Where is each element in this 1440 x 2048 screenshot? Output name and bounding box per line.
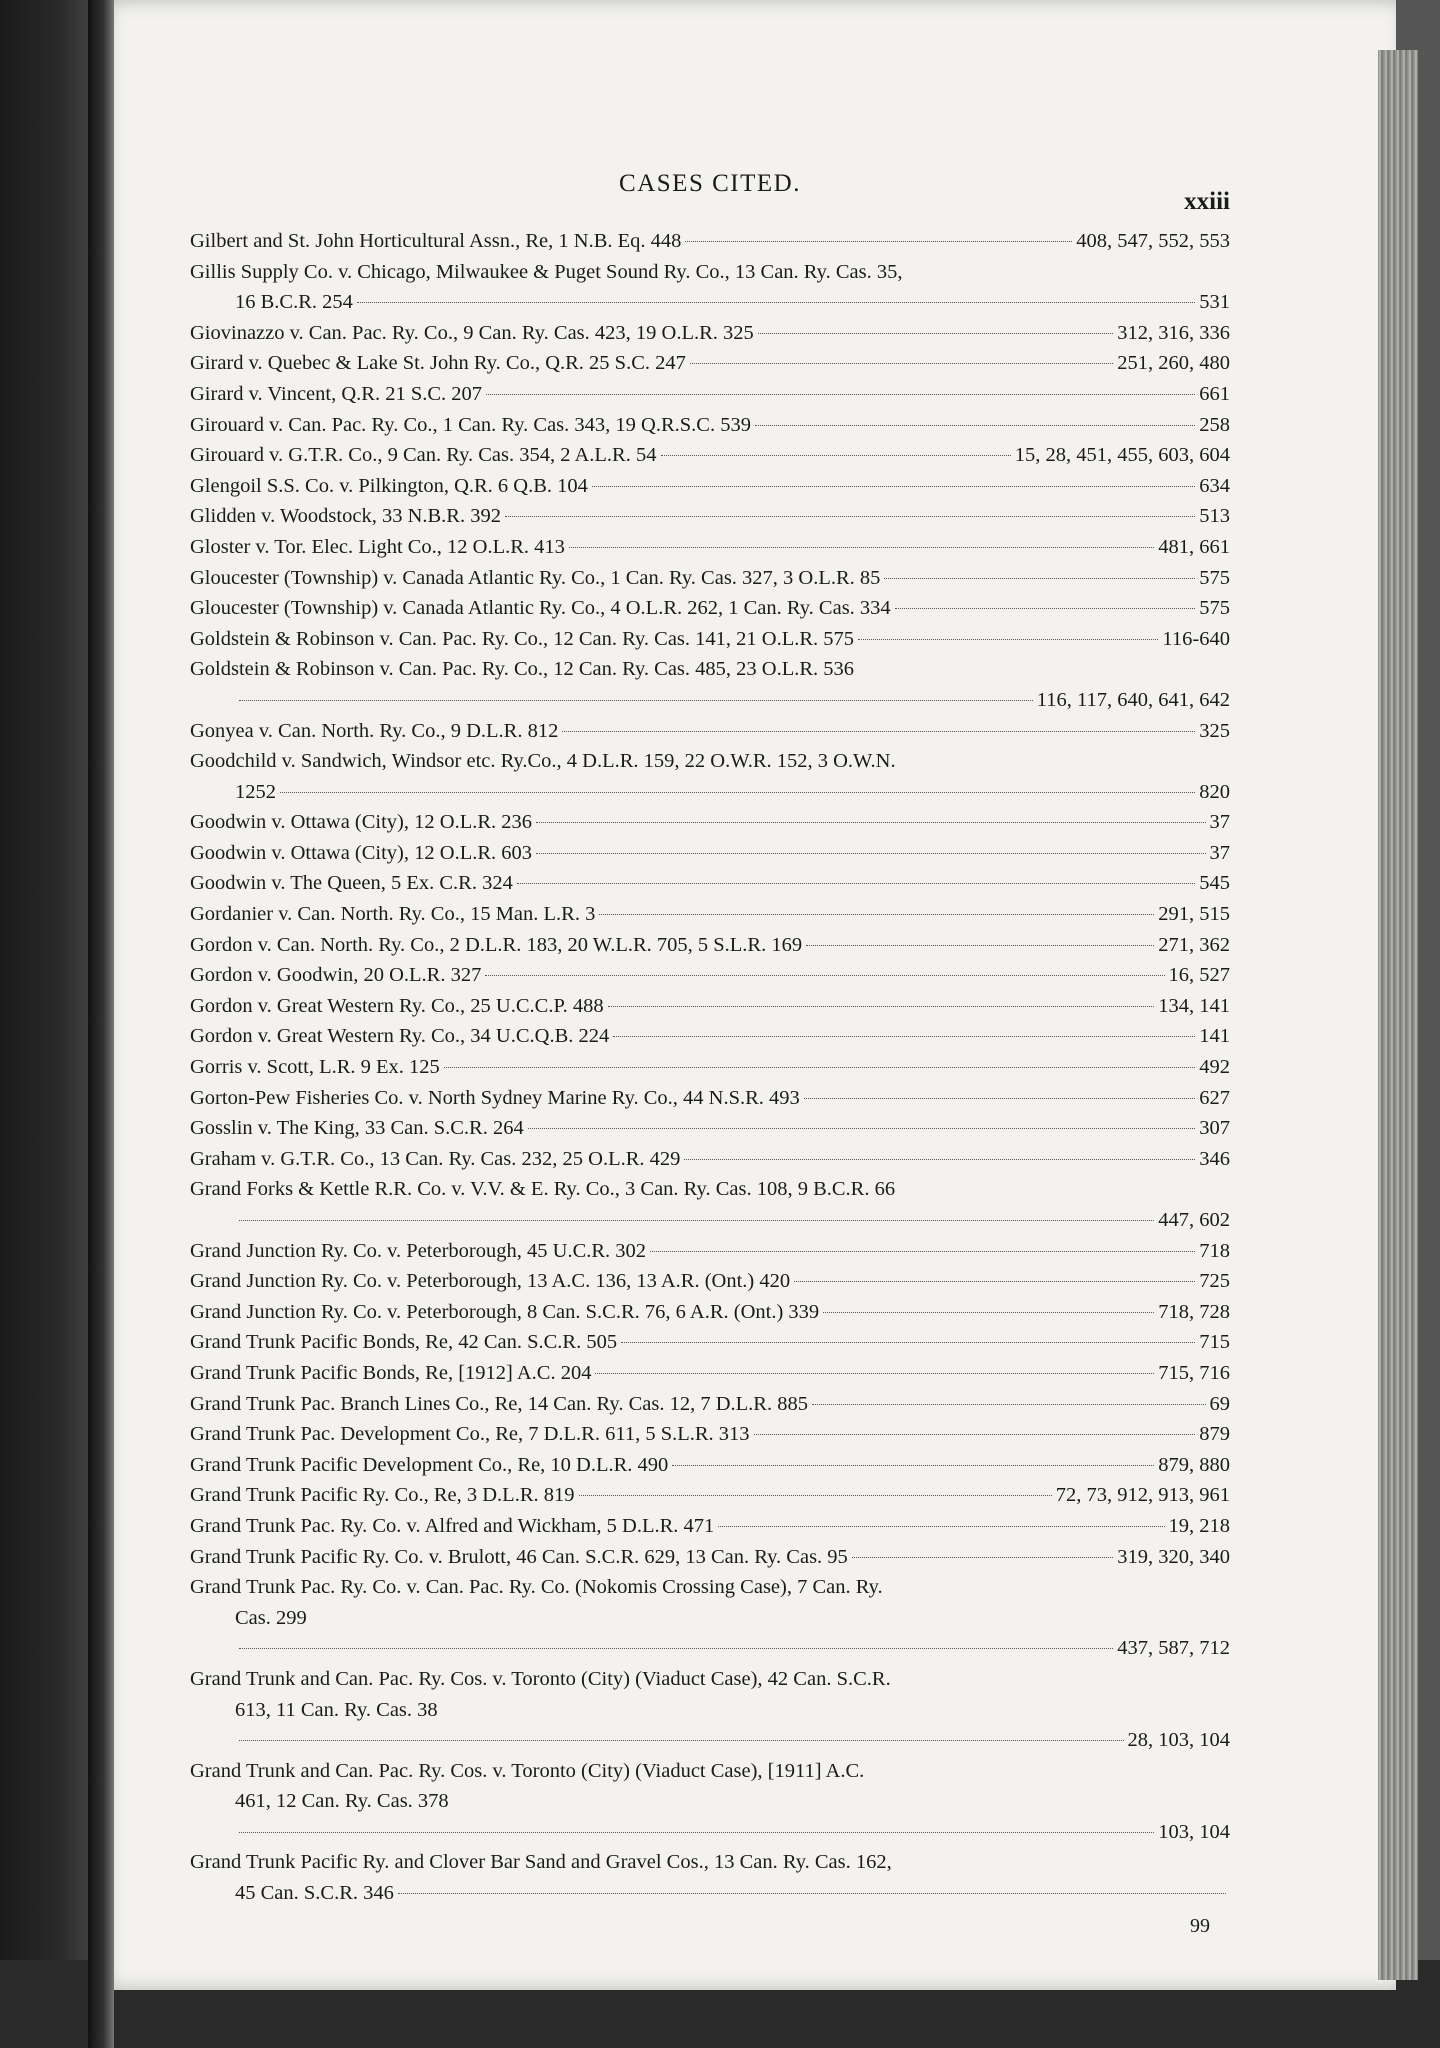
case-entry-line bbox=[190, 471, 1230, 502]
page-references: 16, 527 bbox=[1168, 964, 1230, 987]
dot-leader bbox=[579, 1495, 1052, 1496]
case-citation: Gillis Supply Co. v. Chicago, Milwaukee & Puget Sound Ry. Co., 13 Can. Ry. Cas. 35, bbox=[190, 260, 903, 283]
dot-leader bbox=[239, 700, 1033, 701]
page-references: 545 bbox=[1199, 872, 1230, 895]
page-references: 627 bbox=[1199, 1086, 1230, 1109]
case-entry bbox=[190, 1480, 1230, 1511]
case-entry bbox=[190, 1144, 1230, 1175]
case-citation: Goodwin v. Ottawa (City), 12 O.L.R. 236 bbox=[190, 811, 533, 834]
page-references: 72, 73, 912, 913, 961 bbox=[1055, 1484, 1230, 1507]
signature-mark: 99 bbox=[1190, 1914, 1210, 1937]
page-references: 291, 515 bbox=[1158, 903, 1230, 926]
case-entry bbox=[190, 379, 1230, 410]
case-citation: Gordon v. Great Western Ry. Co., 25 U.C.C.P. 488 bbox=[190, 994, 604, 1017]
case-citation: Girard v. Quebec & Lake St. John Ry. Co., Q.R. 25 S.C. 247 bbox=[190, 352, 686, 375]
case-entry bbox=[190, 624, 1230, 655]
page-title: CASES CITED. bbox=[619, 170, 801, 197]
page-references: 103, 104 bbox=[1158, 1820, 1230, 1843]
case-list bbox=[190, 226, 1230, 1909]
case-entry bbox=[190, 440, 1230, 471]
case-citation: Grand Junction Ry. Co. v. Peterborough, 13 A.C. 136, 13 A.R. (Ont.) 420 bbox=[190, 1270, 791, 1293]
book-gutter bbox=[88, 0, 114, 2048]
dot-leader bbox=[599, 914, 1154, 915]
page-references: 258 bbox=[1199, 413, 1230, 436]
case-entry bbox=[190, 1358, 1230, 1389]
case-citation: Goldstein & Robinson v. Can. Pac. Ry. Co., 12 Can. Ry. Cas. 141, 21 O.L.R. 575 bbox=[190, 627, 855, 650]
case-entry bbox=[190, 318, 1230, 349]
case-entry bbox=[190, 1236, 1230, 1267]
page-references: 481, 661 bbox=[1158, 535, 1230, 558]
page-references: 531 bbox=[1199, 291, 1230, 314]
case-entry-line bbox=[190, 716, 1230, 747]
case-entry bbox=[190, 868, 1230, 899]
dot-leader bbox=[592, 486, 1195, 487]
case-citation: Goodwin v. The Queen, 5 Ex. C.R. 324 bbox=[190, 872, 513, 895]
dot-leader bbox=[812, 1404, 1206, 1405]
case-entry-line bbox=[190, 1603, 1230, 1634]
case-citation: Gorton-Pew Fisheries Co. v. North Sydney Marine Ry. Co., 44 N.S.R. 493 bbox=[190, 1086, 800, 1109]
case-entry-line bbox=[190, 1358, 1230, 1389]
case-citation: Grand Trunk and Can. Pac. Ry. Cos. v. Toronto (City) (Viaduct Case), [1911] A.C. bbox=[190, 1759, 865, 1782]
dot-leader bbox=[239, 1740, 1124, 1741]
case-entry-line bbox=[190, 410, 1230, 441]
page-references: 141 bbox=[1199, 1025, 1230, 1048]
page-references: 28, 103, 104 bbox=[1127, 1729, 1230, 1752]
page-references: 661 bbox=[1199, 382, 1230, 405]
case-entry-line bbox=[190, 1480, 1230, 1511]
case-entry bbox=[190, 716, 1230, 747]
page-references: 820 bbox=[1199, 780, 1230, 803]
case-citation: Gloucester (Township) v. Canada Atlantic Ry. Co., 4 O.L.R. 262, 1 Can. Ry. Cas. 334 bbox=[190, 597, 891, 620]
dot-leader bbox=[357, 302, 1195, 303]
case-entry-line bbox=[190, 1542, 1230, 1573]
case-entry bbox=[190, 991, 1230, 1022]
page-references: 575 bbox=[1199, 597, 1230, 620]
dot-leader bbox=[239, 1648, 1113, 1649]
case-entry bbox=[190, 838, 1230, 869]
page-references: 715, 716 bbox=[1158, 1361, 1230, 1384]
case-entry-line bbox=[190, 1113, 1230, 1144]
page-references: 134, 141 bbox=[1158, 994, 1230, 1017]
dot-leader bbox=[858, 639, 1158, 640]
case-entry bbox=[190, 257, 1230, 318]
case-entry-line bbox=[190, 440, 1230, 471]
case-citation: Grand Trunk Pacific Bonds, Re, 42 Can. S.C.R. 505 bbox=[190, 1331, 618, 1354]
case-citation: Goldstein & Robinson v. Can. Pac. Ry. Co., 12 Can. Ry. Cas. 485, 23 O.L.R. 536 bbox=[190, 658, 855, 681]
dot-leader bbox=[486, 394, 1195, 395]
dot-leader bbox=[661, 455, 1011, 456]
case-entry-line bbox=[190, 777, 1230, 808]
case-entry-line bbox=[190, 1572, 1230, 1603]
dot-leader bbox=[562, 731, 1195, 732]
case-entry-line bbox=[190, 1052, 1230, 1083]
case-entry-line bbox=[190, 1266, 1230, 1297]
case-citation: Grand Trunk Pac. Ry. Co. v. Alfred and Wickham, 5 D.L.R. 471 bbox=[190, 1514, 715, 1537]
dot-leader bbox=[517, 883, 1195, 884]
case-entry bbox=[190, 471, 1230, 502]
case-entry-line bbox=[190, 1450, 1230, 1481]
case-entry bbox=[190, 1266, 1230, 1297]
case-citation: Grand Junction Ry. Co. v. Peterborough, 8 Can. S.C.R. 76, 6 A.R. (Ont.) 339 bbox=[190, 1300, 820, 1323]
case-citation: Grand Trunk Pac. Ry. Co. v. Can. Pac. Ry. Co. (Nokomis Crossing Case), 7 Can. Ry. bbox=[190, 1576, 883, 1599]
page-references: 725 bbox=[1199, 1270, 1230, 1293]
case-entry-line bbox=[190, 1236, 1230, 1267]
case-entry-line bbox=[190, 532, 1230, 563]
page-references: 312, 316, 336 bbox=[1117, 321, 1230, 344]
page-references: 251, 260, 480 bbox=[1117, 352, 1230, 375]
case-citation: Gilbert and St. John Horticultural Assn., Re, 1 N.B. Eq. 448 bbox=[190, 230, 682, 252]
dot-leader bbox=[672, 1465, 1154, 1466]
case-entry-line bbox=[190, 257, 1230, 288]
case-citation: Gordanier v. Can. North. Ry. Co., 15 Man. L.R. 3 bbox=[190, 903, 596, 926]
dot-leader bbox=[569, 547, 1154, 548]
case-citation: 613, 11 Can. Ry. Cas. 38 bbox=[235, 1698, 438, 1721]
dot-leader bbox=[684, 1159, 1195, 1160]
case-entry-line bbox=[190, 501, 1230, 532]
case-citation: Girard v. Vincent, Q.R. 21 S.C. 207 bbox=[190, 382, 483, 405]
case-citation: Goodchild v. Sandwich, Windsor etc. Ry.Co., 4 D.L.R. 159, 22 O.W.R. 152, 3 O.W.N. bbox=[190, 750, 896, 773]
case-entry bbox=[190, 1542, 1230, 1573]
case-entry-line bbox=[190, 1297, 1230, 1328]
case-citation: Glidden v. Woodstock, 33 N.B.R. 392 bbox=[190, 505, 501, 528]
case-citation: Gloucester (Township) v. Canada Atlantic Ry. Co., 1 Can. Ry. Cas. 327, 3 O.L.R. 85 bbox=[190, 566, 881, 589]
case-entry bbox=[190, 593, 1230, 624]
page-content bbox=[190, 170, 1230, 1938]
case-entry-line bbox=[190, 930, 1230, 961]
case-entry-line bbox=[190, 1174, 1230, 1205]
case-entry-line bbox=[190, 1389, 1230, 1420]
case-entry-line bbox=[190, 654, 1230, 685]
dot-leader bbox=[536, 853, 1205, 854]
case-entry bbox=[190, 1083, 1230, 1114]
case-entry bbox=[190, 410, 1230, 441]
dot-leader bbox=[595, 1373, 1154, 1374]
case-citation: Cas. 299 bbox=[235, 1606, 307, 1629]
case-entry bbox=[190, 1664, 1230, 1756]
case-entry-line bbox=[190, 563, 1230, 594]
dot-leader bbox=[804, 1098, 1195, 1099]
case-entry bbox=[190, 1450, 1230, 1481]
page-references: 271, 362 bbox=[1158, 933, 1230, 956]
case-citation: Gosslin v. The King, 33 Can. S.C.R. 264 bbox=[190, 1117, 524, 1140]
page-references: 37 bbox=[1209, 811, 1230, 834]
dot-leader bbox=[794, 1281, 1195, 1282]
case-entry-line bbox=[190, 1664, 1230, 1695]
case-citation: Grand Junction Ry. Co. v. Peterborough, 45 U.C.R. 302 bbox=[190, 1239, 647, 1262]
dot-leader bbox=[239, 1220, 1154, 1221]
case-entry-line bbox=[190, 685, 1230, 716]
dot-leader bbox=[444, 1067, 1195, 1068]
case-citation: Grand Trunk Pac. Branch Lines Co., Re, 14 Can. Ry. Cas. 12, 7 D.L.R. 885 bbox=[190, 1392, 808, 1415]
case-entry bbox=[190, 348, 1230, 379]
case-entry-line bbox=[190, 868, 1230, 899]
case-entry-line bbox=[190, 1419, 1230, 1450]
dot-leader bbox=[536, 822, 1205, 823]
case-citation: Gorris v. Scott, L.R. 9 Ex. 125 bbox=[190, 1056, 440, 1079]
case-citation: 45 Can. S.C.R. 346 bbox=[235, 1882, 394, 1905]
case-citation: Grand Trunk Pacific Ry. and Clover Bar Sand and Gravel Cos., 13 Can. Ry. Cas. 162, bbox=[190, 1851, 892, 1874]
dot-leader bbox=[485, 975, 1164, 976]
dot-leader bbox=[280, 792, 1195, 793]
dot-leader bbox=[755, 425, 1195, 426]
case-citation: Grand Trunk and Can. Pac. Ry. Cos. v. Toronto (City) (Viaduct Case), 42 Can. S.C.R. bbox=[190, 1667, 891, 1690]
running-head bbox=[190, 170, 1230, 226]
case-entry-line bbox=[190, 1083, 1230, 1114]
case-entry bbox=[190, 1327, 1230, 1358]
case-citation: Gordon v. Goodwin, 20 O.L.R. 327 bbox=[190, 964, 482, 987]
case-entry-line bbox=[190, 807, 1230, 838]
case-entry-line bbox=[190, 960, 1230, 991]
case-entry-line bbox=[190, 1021, 1230, 1052]
page-references: 319, 320, 340 bbox=[1117, 1545, 1230, 1568]
page-edges bbox=[1378, 50, 1418, 1980]
dot-leader bbox=[823, 1312, 1154, 1313]
case-entry-line bbox=[190, 1511, 1230, 1542]
page-references: 69 bbox=[1209, 1392, 1230, 1415]
case-entry-line bbox=[190, 624, 1230, 655]
dot-leader bbox=[398, 1893, 1226, 1894]
case-entry bbox=[190, 1419, 1230, 1450]
dot-leader bbox=[505, 516, 1195, 517]
case-entry bbox=[190, 1756, 1230, 1848]
page-references: 437, 587, 712 bbox=[1117, 1637, 1230, 1660]
case-citation: Gordon v. Can. North. Ry. Co., 2 D.L.R. 183, 20 W.L.R. 705, 5 S.L.R. 169 bbox=[190, 933, 803, 956]
case-entry-line bbox=[190, 287, 1230, 318]
case-entry bbox=[190, 960, 1230, 991]
case-entry bbox=[190, 746, 1230, 807]
case-entry-line bbox=[190, 1144, 1230, 1175]
case-citation: Girouard v. Can. Pac. Ry. Co., 1 Can. Ry. Cas. 343, 19 Q.R.S.C. 539 bbox=[190, 413, 751, 436]
case-entry-line bbox=[190, 318, 1230, 349]
case-entry bbox=[190, 1847, 1230, 1908]
dot-leader bbox=[690, 363, 1113, 364]
dot-leader bbox=[718, 1526, 1164, 1527]
case-citation: Gonyea v. Can. North. Ry. Co., 9 D.L.R. 812 bbox=[190, 719, 559, 742]
case-entry-line bbox=[190, 1817, 1230, 1848]
case-entry bbox=[190, 563, 1230, 594]
case-entry-line bbox=[190, 1205, 1230, 1236]
page-references: 116-640 bbox=[1162, 627, 1230, 650]
case-entry-line bbox=[190, 1878, 1230, 1909]
case-entry-line bbox=[190, 1756, 1230, 1787]
case-entry bbox=[190, 1389, 1230, 1420]
case-citation: Grand Trunk Pacific Bonds, Re, [1912] A.C. 204 bbox=[190, 1361, 592, 1384]
case-entry-line bbox=[190, 838, 1230, 869]
dot-leader bbox=[895, 608, 1196, 609]
page-references: 408, 547, 552, 553 bbox=[1076, 230, 1230, 252]
case-entry-line bbox=[190, 1847, 1230, 1878]
case-entry-line bbox=[190, 746, 1230, 777]
case-entry-line bbox=[190, 899, 1230, 930]
dot-leader bbox=[621, 1342, 1195, 1343]
page-references: 634 bbox=[1199, 474, 1230, 497]
page-references: 575 bbox=[1199, 566, 1230, 589]
case-citation: Grand Trunk Pac. Development Co., Re, 7 D.L.R. 611, 5 S.L.R. 313 bbox=[190, 1423, 750, 1446]
page-references: 718 bbox=[1199, 1239, 1230, 1262]
case-citation: Girouard v. G.T.R. Co., 9 Can. Ry. Cas. 354, 2 A.L.R. 54 bbox=[190, 444, 657, 467]
case-entry-line bbox=[190, 1725, 1230, 1756]
page-references: 492 bbox=[1199, 1056, 1230, 1079]
case-citation: Grand Forks & Kettle R.R. Co. v. V.V. & E. Ry. Co., 3 Can. Ry. Cas. 108, 9 B.C.R. 66 bbox=[190, 1178, 896, 1201]
case-citation: Grand Trunk Pacific Development Co., Re, 10 D.L.R. 490 bbox=[190, 1453, 669, 1476]
case-entry-line bbox=[190, 1327, 1230, 1358]
case-citation: 16 B.C.R. 254 bbox=[235, 291, 353, 314]
case-entry bbox=[190, 1297, 1230, 1328]
case-entry bbox=[190, 654, 1230, 715]
dot-leader bbox=[758, 333, 1113, 334]
dot-leader bbox=[650, 1251, 1195, 1252]
page-references: 715 bbox=[1199, 1331, 1230, 1354]
case-citation: Goodwin v. Ottawa (City), 12 O.L.R. 603 bbox=[190, 841, 533, 864]
dot-leader bbox=[806, 945, 1154, 946]
case-citation: Grand Trunk Pacific Ry. Co. v. Brulott, 46 Can. S.C.R. 629, 13 Can. Ry. Cas. 95 bbox=[190, 1545, 848, 1568]
page-references: 879, 880 bbox=[1158, 1453, 1230, 1476]
case-entry bbox=[190, 1511, 1230, 1542]
case-entry bbox=[190, 532, 1230, 563]
page-references: 447, 602 bbox=[1158, 1209, 1230, 1231]
case-citation: 1252 bbox=[235, 780, 276, 803]
case-entry-line bbox=[190, 1695, 1230, 1726]
case-citation: 461, 12 Can. Ry. Cas. 378 bbox=[235, 1790, 449, 1813]
case-entry bbox=[190, 899, 1230, 930]
case-entry-line bbox=[190, 1633, 1230, 1664]
case-entry-line bbox=[190, 593, 1230, 624]
dot-leader bbox=[613, 1036, 1195, 1037]
case-entry bbox=[190, 807, 1230, 838]
case-citation: Gloster v. Tor. Elec. Light Co., 12 O.L.R. 413 bbox=[190, 535, 565, 558]
dot-leader bbox=[852, 1557, 1113, 1558]
page-references: 879 bbox=[1199, 1423, 1230, 1446]
case-entry-line bbox=[190, 991, 1230, 1022]
case-entry bbox=[190, 1113, 1230, 1144]
case-entry bbox=[190, 1021, 1230, 1052]
page-references: 346 bbox=[1199, 1147, 1230, 1170]
case-entry bbox=[190, 1572, 1230, 1664]
case-entry bbox=[190, 1174, 1230, 1235]
case-citation: Glengoil S.S. Co. v. Pilkington, Q.R. 6 Q.B. 104 bbox=[190, 474, 588, 497]
page-references: 116, 117, 640, 641, 642 bbox=[1036, 688, 1230, 711]
case-citation: Graham v. G.T.R. Co., 13 Can. Ry. Cas. 232, 25 O.L.R. 429 bbox=[190, 1147, 681, 1170]
case-entry bbox=[190, 1052, 1230, 1083]
page-references: 37 bbox=[1209, 841, 1230, 864]
case-citation: Grand Trunk Pacific Ry. Co., Re, 3 D.L.R. 819 bbox=[190, 1484, 575, 1507]
case-entry-line bbox=[190, 379, 1230, 410]
case-citation: Gordon v. Great Western Ry. Co., 34 U.C.Q.B. 224 bbox=[190, 1025, 610, 1048]
page-references: 15, 28, 451, 455, 603, 604 bbox=[1014, 444, 1230, 467]
dot-leader bbox=[884, 578, 1195, 579]
case-entry-line bbox=[190, 348, 1230, 379]
case-entry bbox=[190, 226, 1230, 257]
dot-leader bbox=[239, 1832, 1154, 1833]
dot-leader bbox=[754, 1434, 1196, 1435]
dot-leader bbox=[685, 241, 1072, 242]
page-references: 718, 728 bbox=[1158, 1300, 1230, 1323]
page-number: xxiii bbox=[1184, 188, 1230, 215]
page-references: 325 bbox=[1199, 719, 1230, 742]
case-entry bbox=[190, 930, 1230, 961]
case-entry bbox=[190, 501, 1230, 532]
page-references: 19, 218 bbox=[1168, 1514, 1230, 1537]
case-entry-line bbox=[190, 226, 1230, 257]
dot-leader bbox=[608, 1006, 1155, 1007]
case-entry-line bbox=[190, 1786, 1230, 1817]
dot-leader bbox=[528, 1128, 1196, 1129]
page-references: 513 bbox=[1199, 505, 1230, 528]
case-citation: Giovinazzo v. Can. Pac. Ry. Co., 9 Can. Ry. Cas. 423, 19 O.L.R. 325 bbox=[190, 321, 754, 344]
page-references: 307 bbox=[1199, 1117, 1230, 1140]
